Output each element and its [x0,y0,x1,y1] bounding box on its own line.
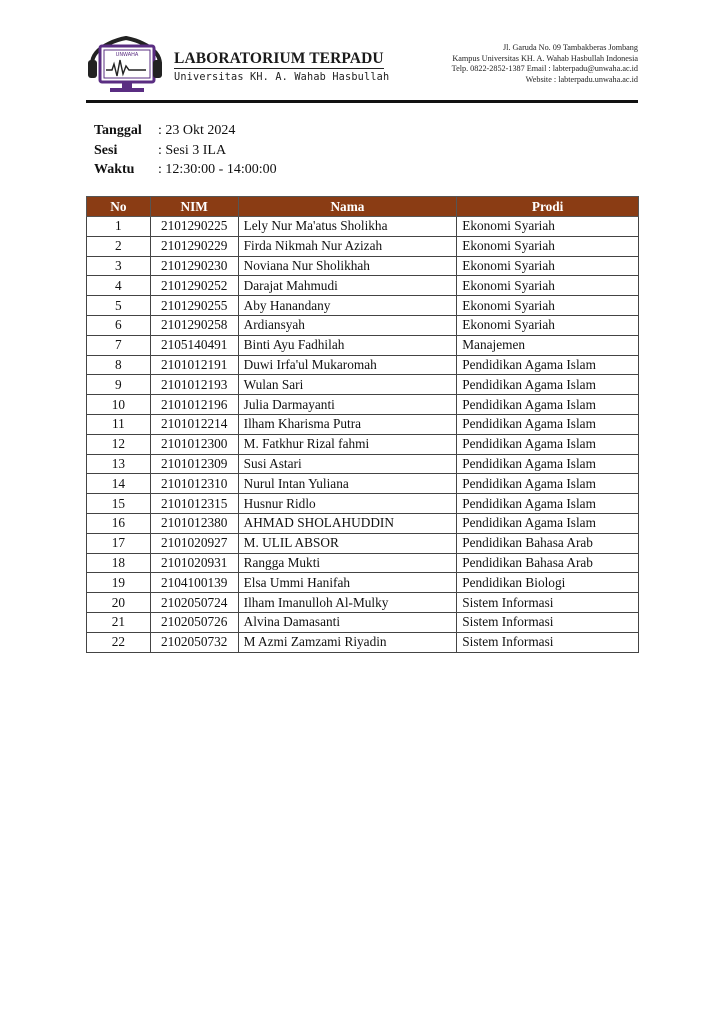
cell-nama: AHMAD SHOLAHUDDIN [238,513,457,533]
cell-nama: Lely Nur Ma'atus Sholikha [238,217,457,237]
cell-no: 17 [87,533,151,553]
table-row [87,612,639,632]
cell-nim: 2104100139 [150,573,238,593]
cell-nim: 2101290225 [150,217,238,237]
cell-prodi: Pendidikan Agama Islam [457,355,639,375]
cell-nim: 2101290255 [150,296,238,316]
cell-nim: 2101012196 [150,395,238,415]
table-row [87,236,639,256]
column-header-prodi: Prodi [457,197,639,217]
table-row [87,395,639,415]
cell-prodi: Pendidikan Bahasa Arab [457,533,639,553]
meta-time [94,160,277,180]
table-row [87,632,639,652]
cell-nim: 2101012309 [150,454,238,474]
university-name: Universitas KH. A. Wahab Hasbullah [174,72,390,83]
cell-nama: M Azmi Zamzami Riyadin [238,632,457,652]
cell-nim: 2101012300 [150,434,238,454]
cell-no: 2 [87,236,151,256]
cell-no: 5 [87,296,151,316]
cell-nama: Ilham Kharisma Putra [238,414,457,434]
cell-nim: 2101290252 [150,276,238,296]
cell-nama: Ilham Imanulloh Al-Mulky [238,593,457,613]
cell-nim: 2101012315 [150,494,238,514]
cell-no: 18 [87,553,151,573]
cell-nama: Husnur Ridlo [238,494,457,514]
cell-prodi: Ekonomi Syariah [457,315,639,335]
cell-no: 21 [87,612,151,632]
cell-no: 4 [87,276,151,296]
cell-no: 19 [87,573,151,593]
logo-text: UNWAHA [115,52,139,58]
meta-session-label: Sesi [94,142,118,158]
table-row [87,315,639,335]
meta-session [94,141,277,161]
cell-prodi: Pendidikan Agama Islam [457,494,639,514]
table-row [87,573,639,593]
cell-nim: 2101012310 [150,474,238,494]
cell-nim: 2101012191 [150,355,238,375]
meta-date-value: : 23 Okt 2024 [158,123,236,138]
cell-nim: 2101020931 [150,553,238,573]
table-body [87,217,639,653]
cell-nim: 2101012214 [150,414,238,434]
cell-nama: Darajat Mahmudi [238,276,457,296]
lab-logo [86,36,164,96]
meta-time-label: Waktu [94,162,135,177]
cell-prodi: Pendidikan Agama Islam [457,395,639,415]
table-row [87,276,639,296]
cell-no: 16 [87,513,151,533]
cell-no: 15 [87,494,151,514]
monitor-headphones-logo-icon [86,36,164,96]
table-row [87,217,639,237]
cell-no: 14 [87,474,151,494]
cell-nim: 2101290230 [150,256,238,276]
cell-nama: Aby Hanandany [238,296,457,316]
cell-prodi: Pendidikan Agama Islam [457,454,639,474]
cell-nama: Noviana Nur Sholikhah [238,256,457,276]
cell-no: 11 [87,414,151,434]
cell-no: 7 [87,335,151,355]
table-row [87,335,639,355]
cell-no: 13 [87,454,151,474]
cell-nama: Duwi Irfa'ul Mukaromah [238,355,457,375]
table-row [87,375,639,395]
cell-nama: Binti Ayu Fadhilah [238,335,457,355]
session-meta [94,121,277,180]
table-row [87,434,639,454]
cell-no: 10 [87,395,151,415]
table-row [87,256,639,276]
meta-date-label: Tanggal [94,123,142,138]
cell-nama: Wulan Sari [238,375,457,395]
table-row [87,454,639,474]
cell-nim: 2101020927 [150,533,238,553]
header-divider [86,100,638,103]
cell-nim: 2102050726 [150,612,238,632]
cell-nama: M. Fatkhur Rizal fahmi [238,434,457,454]
cell-nim: 2102050724 [150,593,238,613]
contact-info [452,43,638,85]
cell-nama: Julia Darmayanti [238,395,457,415]
cell-nim: 2102050732 [150,632,238,652]
contact-phone-email: Telp. 0822-2852-1387 Email : labterpadu@unwaha.ac.id [451,64,638,74]
cell-nim: 2101290229 [150,236,238,256]
cell-nama: M. ULIL ABSOR [238,533,457,553]
lab-title: LABORATORIUM TERPADU [174,50,384,67]
cell-prodi: Manajemen [457,335,639,355]
column-header-nama: Nama [238,197,457,217]
meta-time-value: : 12:30:00 - 14:00:00 [158,162,277,177]
cell-prodi: Ekonomi Syariah [457,296,639,316]
cell-nim: 2101290258 [150,315,238,335]
cell-no: 20 [87,593,151,613]
column-header-no: No [87,197,151,217]
contact-website: Website : labterpadu.unwaha.ac.id [525,74,638,84]
cell-prodi: Sistem Informasi [457,632,639,652]
contact-campus: Kampus Universitas KH. A. Wahab Hasbullah Indonesia [452,53,638,63]
cell-prodi: Ekonomi Syariah [457,217,639,237]
cell-nama: Firda Nikmah Nur Azizah [238,236,457,256]
cell-prodi: Pendidikan Bahasa Arab [457,553,639,573]
table-row [87,414,639,434]
table-header-row [87,197,639,217]
cell-nama: Alvina Damasanti [238,612,457,632]
cell-nama: Elsa Ummi Hanifah [238,573,457,593]
cell-no: 6 [87,315,151,335]
student-table [86,196,639,653]
cell-prodi: Ekonomi Syariah [457,276,639,296]
cell-no: 1 [87,217,151,237]
cell-prodi: Pendidikan Agama Islam [457,375,639,395]
table-row [87,553,639,573]
cell-nama: Nurul Intan Yuliana [238,474,457,494]
table-row [87,355,639,375]
table-row [87,494,639,514]
meta-session-value: : Sesi 3 ILA [158,142,227,158]
cell-prodi: Pendidikan Agama Islam [457,474,639,494]
cell-no: 12 [87,434,151,454]
table-row [87,296,639,316]
cell-no: 8 [87,355,151,375]
header-title-block [174,50,389,83]
cell-prodi: Pendidikan Agama Islam [457,414,639,434]
cell-prodi: Ekonomi Syariah [457,236,639,256]
contact-address: Jl. Garuda No. 09 Tambakberas Jombang [502,43,638,52]
cell-prodi: Ekonomi Syariah [457,256,639,276]
cell-no: 9 [87,375,151,395]
table-row [87,474,639,494]
meta-date [94,121,277,141]
cell-prodi: Pendidikan Agama Islam [457,434,639,454]
cell-nim: 2105140491 [150,335,238,355]
cell-nim: 2101012380 [150,513,238,533]
column-header-nim: NIM [150,197,238,217]
cell-no: 3 [87,256,151,276]
cell-prodi: Pendidikan Biologi [457,573,639,593]
cell-nama: Susi Astari [238,454,457,474]
table-row [87,593,639,613]
cell-nama: Rangga Mukti [238,553,457,573]
cell-prodi: Pendidikan Agama Islam [457,513,639,533]
cell-prodi: Sistem Informasi [457,612,639,632]
cell-no: 22 [87,632,151,652]
cell-nim: 2101012193 [150,375,238,395]
table-row [87,513,639,533]
cell-nama: Ardiansyah [238,315,457,335]
cell-prodi: Sistem Informasi [457,593,639,613]
table-row [87,533,639,553]
